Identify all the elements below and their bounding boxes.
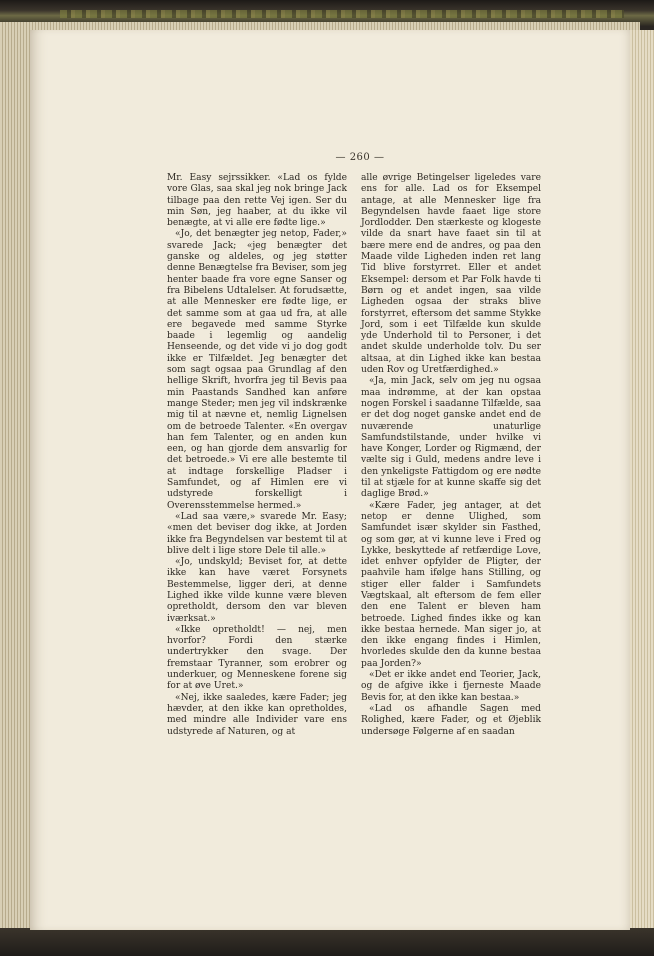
paragraph: «Jo, det benægter jeg netop, Fader,» svarede Jack; «jeg benægter det ganske og aldeles, og jeg støtter denne Benægtelse fra Beviser, som jeg henter baade fra vore egne Sanser og fra Bibelens Udtalelser. At forudsætte, at alle Mennesker ere fødte lige, er det samme som at gaa ud fra, at alle ere begavede med samme Styrke baade i legemlig og aandelig Henseende, og det vide vi jo dog godt ikke er Tilfældet. Jeg benægter det som sagt ogsaa paa Grundlag af den hellige Skrift, hvorfra jeg til Bevis paa min Paastands Sandhed kan anføre mange Steder; men jeg vil indskrænke mig til at nævne et, nemlig Lignelsen om de betroede Talenter. «En overgav han fem Talenter, og en anden kun een, og han gjorde dem ansvarlig for det betroede.» Vi ere alle bestemte til at indtage forskellige Pladser i Samfundet, og af Himlen ere vi udstyrede forskelligt i Overensstemmelse hermed.» [167,229,347,511]
page-number: — 260 — [335,152,385,163]
paragraph: «Kære Fader, jeg antager, at det netop er denne Ulighed, som Samfundet især skylder sin Fasthed, og som gør, at vi kunne leve i Fred og Lykke, beskyttede af retfærdige Love, idet enhver opfylder de Pligter, der paahvile ham ifølge hans Stilling, og stiger eller falder i Samfundets Vægtskaal, alt eftersom de fem eller den ene Talent er bleven ham betroede. Lighed findes ikke og kan ikke bestaa hernede. Man siger jo, at den ikke engang findes i Himlen, hvorledes skulde den da kunne bestaa paa Jorden?» [361,500,541,669]
paragraph: «Ikke opretholdt! — nej, men hvorfor? Fordi den stærke undertrykker den svage. Der fremstaar Tyranner, som erobrer og underkuer, og Menneskene forene sig for at øve Uret.» [167,624,347,692]
text-column-left [167,173,347,738]
paragraph: alle øvrige Betingelser ligeledes vare ens for alle. Lad os for Eksempel antage, at alle Mennesker lige fra Begyndelsen havde faaet lige store Jordlodder. Den stærkeste og klogeste vilde da snart have faaet sin til at bære mere end de andres, og paa den Maade vilde Ligheden inden ret lang Tid blive forstyrret. Eller et andet Eksempel: dersom et Par Folk havde ti Børn og et andet ingen, saa vilde Ligheden ogsaa der straks blive forstyrret, eftersom det samme Stykke Jord, som i eet Tilfælde kun skulde yde Underhold til to Personer, i det andet skulde underholde tolv. Du ser altsaa, at din Lighed ikke kan bestaa uden Rov og Uretfærdighed.» [361,173,541,376]
book-binding-bottom [0,928,654,956]
paragraph: «Lad os afhandle Sagen med Rolighed, kære Fader, og et Øjeblik undersøge Følgerne af en saadan [361,703,541,737]
right-page-edge [630,30,654,928]
paragraph: Mr. Easy sejrssikker. «Lad os fylde vore Glas, saa skal jeg nok bringe Jack tilbage paa den rette Vej igen. Ser du min Søn, jeg haaber, at du ikke vil benægte, at vi alle ere fødte lige.» [167,173,347,229]
paragraph: «Ja, min Jack, selv om jeg nu ogsaa maa indrømme, at der kan opstaa nogen Forskel i saadanne Tilfælde, saa er det dog noget ganske andet end de nuværende unaturlige Samfundstilstande, under hvilke vi have Konger, Lorder og Rigmænd, der vælte sig i Guld, medens andre leve i den ynkeligste Fattigdom og ere nødte til at stjæle for at kunne skaffe sig det daglige Brød.» [361,376,542,500]
paragraph: «Det er ikke andet end Teorier, Jack, og de afgive ikke i fjerneste Maade Bevis for, at den ikke kan bestaa.» [361,670,541,703]
paragraph: «Lad saa være,» svarede Mr. Easy; «men det beviser dog ikke, at Jorden ikke fra Begyndelsen var bestemt til at blive delt i lige store Dele til alle.» [167,511,347,556]
text-column-right [361,173,541,738]
paragraph: «Nej, ikke saaledes, kære Fader; jeg hævder, at den ikke kan opretholdes, med mindre alle Individer vare ens udstyrede af Naturen, og at [167,692,347,737]
paragraph: «Jo, undskyld; Beviset for, at dette ikke kan have været Forsynets Bestemmelse, ligger deri, at denne Lighed ikke vilde kunne være bleven opretholdt, dersom den var bleven iværksat.» [167,557,347,624]
